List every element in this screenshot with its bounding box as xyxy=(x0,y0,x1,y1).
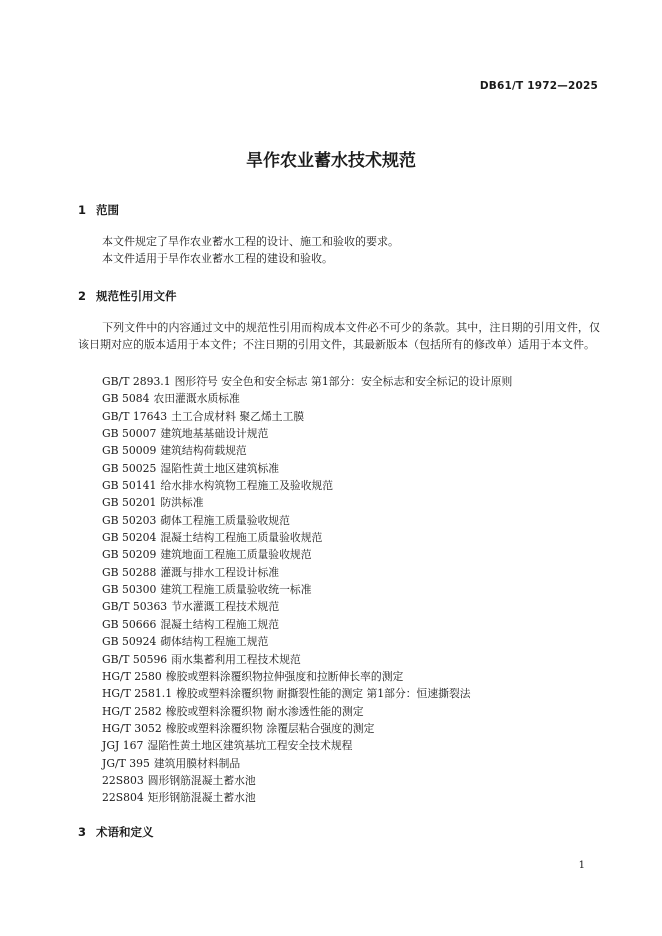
document-title: 旱作农业蓄水技术规范 xyxy=(246,151,416,171)
reference-list xyxy=(102,373,602,807)
section-title: 规范性引用文件 xyxy=(96,289,177,303)
reference-item: GB/T 2893.1 图形符号 安全色和安全标志 第1部分：安全标志和安全标记的设计原则 xyxy=(102,375,513,388)
reference-item: GB 50025 湿陷性黄土地区建筑标准 xyxy=(102,461,280,475)
reference-item: GB 50007 建筑地基基础设计规范 xyxy=(102,427,269,441)
reference-item: JGJ 167 湿陷性黄土地区建筑基坑工程安全技术规程 xyxy=(102,739,353,753)
reference-item: GB/T 50363 节水灌溉工程技术规范 xyxy=(102,600,280,614)
paragraph: 本文件适用于旱作农业蓄水工程的建设和验收。 xyxy=(102,252,333,265)
reference-item: JG/T 395 建筑用膜材料制品 xyxy=(102,756,241,770)
section-number: 1 xyxy=(78,203,87,217)
section-heading-terms-definitions xyxy=(78,824,154,840)
reference-item: GB 50203 砌体工程施工质量验收规范 xyxy=(102,513,290,527)
reference-item: GB 50288 灌溉与排水工程设计标准 xyxy=(102,565,280,579)
section-heading-normative-references xyxy=(78,288,177,304)
reference-item: GB/T 50596 雨水集蓄利用工程技术规范 xyxy=(102,652,301,666)
reference-item: GB 50666 混凝土结构工程施工规范 xyxy=(102,617,280,631)
reference-item: GB 50141 给水排水构筑物工程施工及验收规范 xyxy=(102,479,334,493)
reference-item: HG/T 2581.1 橡胶或塑料涂覆织物 耐撕裂性能的测定 第1部分：恒速撕裂法 xyxy=(102,687,471,701)
section-title: 范围 xyxy=(96,203,119,217)
paragraph: 下列文件中的内容通过文中的规范性引用而构成本文件必不可少的条款。其中，注日期的引用文件，仅该日期对应的版本适用于本文件；不注日期的引用文件，其最新版本（包括所有的修改单）适用于本文件。 xyxy=(78,321,600,351)
section-title: 术语和定义 xyxy=(96,825,154,839)
reference-item: GB 50209 建筑地面工程施工质量验收规范 xyxy=(102,548,312,562)
paragraph: 本文件规定了旱作农业蓄水工程的设计、施工和验收的要求。 xyxy=(102,235,399,248)
reference-item: GB 50009 建筑结构荷载规范 xyxy=(102,444,247,458)
section-heading-scope xyxy=(78,202,119,218)
reference-item: GB 5084 农田灌溉水质标准 xyxy=(102,392,240,406)
reference-item: GB 50204 混凝土结构工程施工质量验收规范 xyxy=(102,531,323,545)
reference-item: GB 50924 砌体结构工程施工规范 xyxy=(102,635,269,649)
page-number: 1 xyxy=(578,860,585,871)
section-number: 2 xyxy=(78,289,87,303)
reference-item: HG/T 2580 橡胶或塑料涂覆织物拉伸强度和拉断伸长率的测定 xyxy=(102,669,404,683)
reference-item: 22S803 圆形钢筋混凝土蓄水池 xyxy=(102,773,256,787)
reference-item: HG/T 3052 橡胶或塑料涂覆织物 涂覆层粘合强度的测定 xyxy=(102,721,375,735)
standard-code: DB61/T 1972—2025 xyxy=(479,80,598,92)
section-number: 3 xyxy=(78,825,87,839)
reference-item: HG/T 2582 橡胶或塑料涂覆织物 耐水渗透性能的测定 xyxy=(102,704,364,718)
reference-item: GB 50201 防洪标准 xyxy=(102,496,204,510)
reference-item: GB/T 17643 土工合成材料 聚乙烯土工膜 xyxy=(102,409,305,423)
reference-item: 22S804 矩形钢筋混凝土蓄水池 xyxy=(102,791,256,805)
reference-item: GB 50300 建筑工程施工质量验收统一标准 xyxy=(102,583,312,597)
